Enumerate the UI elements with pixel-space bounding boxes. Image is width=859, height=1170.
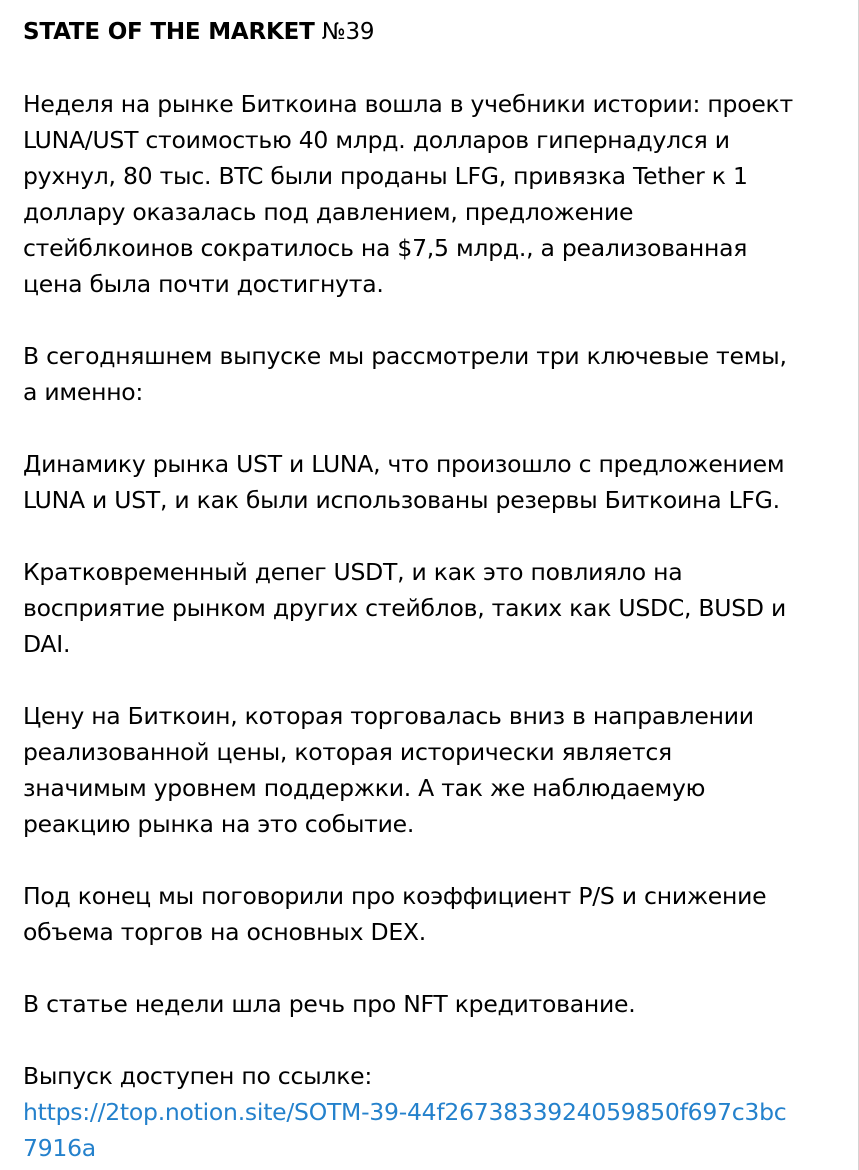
paragraph-3-line-1: Динамику рынка UST и LUNA, что произошло с предложением: [23, 450, 785, 478]
paragraph-1-line-5: стейблкоинов сократилось на $7,5 млрд., а реализованная: [23, 234, 748, 262]
paragraph-7-line-1: В статье недели шла речь про NFT кредитование.: [23, 990, 636, 1018]
paragraph-1-line-6: цена была почти достигнута.: [23, 270, 384, 298]
paragraph-4-line-2: восприятие рынком других стейблов, таких как USDC, BUSD и: [23, 594, 787, 622]
paragraph-1-line-2: LUNA/UST стоимостью 40 млрд. долларов гипернадулся и: [23, 126, 730, 154]
paragraph-6-line-1: Под конец мы поговорили про коэффициент P/S и снижение: [23, 882, 767, 910]
title-suffix: №39: [314, 19, 375, 45]
paragraph-6-line-2: объема торгов на основных DEX.: [23, 918, 426, 946]
issue-link-line-2[interactable]: 7916a: [23, 1134, 96, 1162]
paragraph-1-line-3: рухнул, 80 тыс. BTC были проданы LFG, привязка Tether к 1: [23, 162, 748, 190]
paragraph-3-line-2: LUNA и UST, и как были использованы резервы Биткоина LFG.: [23, 486, 780, 514]
paragraph-4-line-1: Кратковременный депег USDT, и как это повлияло на: [23, 558, 683, 586]
paragraph-4-line-3: DAI.: [23, 630, 71, 658]
paragraph-1-line-1: Неделя на рынке Биткоина вошла в учебники истории: проект: [23, 90, 793, 118]
paragraph-5-line-2: реализованной цены, которая исторически является: [23, 738, 672, 766]
paragraph-2-line-2: а именно:: [23, 378, 144, 406]
message-title: [23, 14, 374, 50]
title-bold: STATE OF THE MARKET: [23, 19, 315, 45]
paragraph-5-line-1: Цену на Биткоин, которая торговалась вниз в направлении: [23, 702, 754, 730]
paragraph-5-line-4: реакцию рынка на это событие.: [23, 810, 415, 838]
issue-link-line-1[interactable]: https://2top.notion.site/SOTM-39-44f2673833924059850f697c3bc: [23, 1098, 787, 1126]
paragraph-1-line-4: доллару оказалась под давлением, предложение: [23, 198, 634, 226]
paragraph-2-line-1: В сегодняшнем выпуске мы рассмотрели три ключевые темы,: [23, 342, 787, 370]
paragraph-8-line-1: Выпуск доступен по ссылке:: [23, 1062, 373, 1090]
paragraph-5-line-3: значимым уровнем поддержки. А так же наблюдаемую: [23, 774, 706, 802]
